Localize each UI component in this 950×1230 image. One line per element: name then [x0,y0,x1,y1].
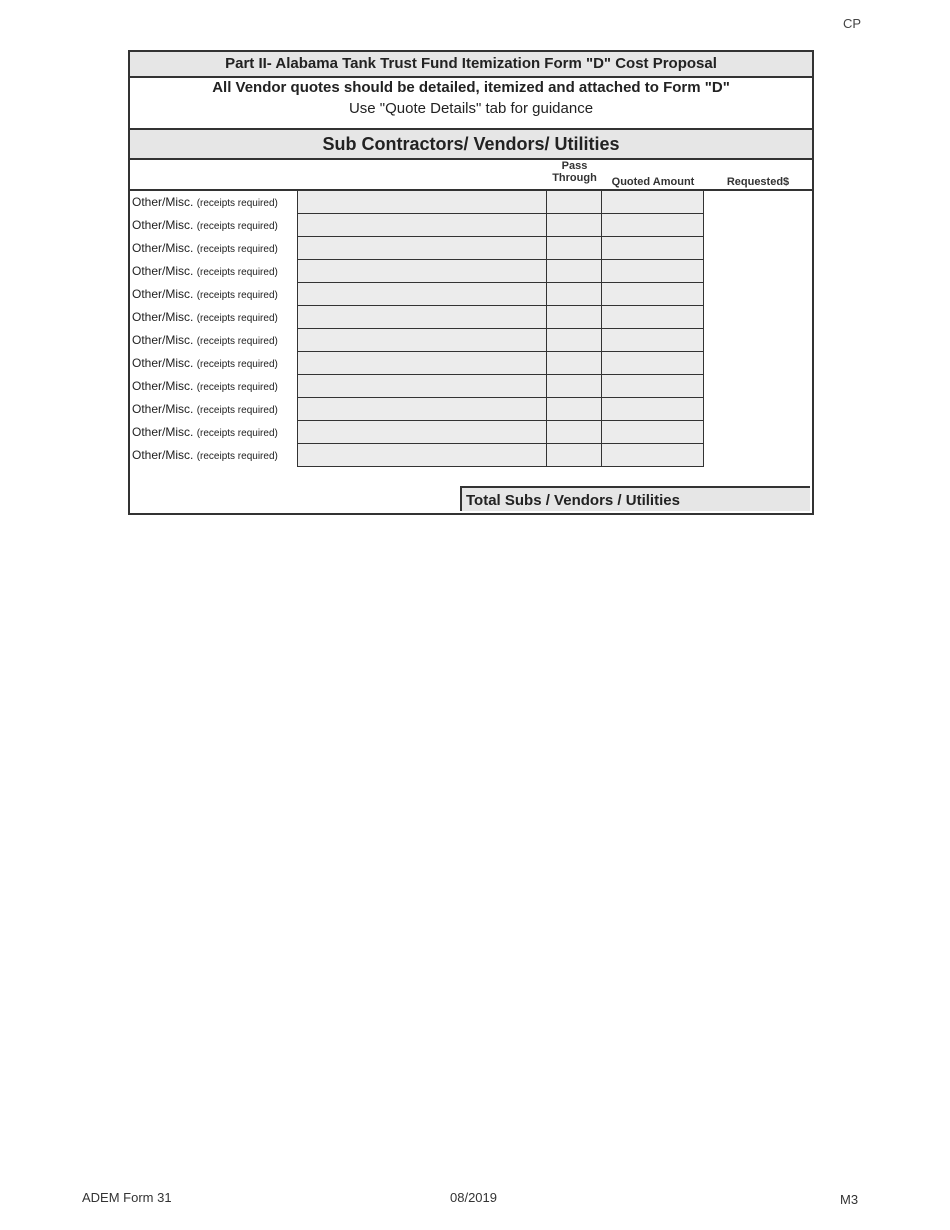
row-label [132,287,278,301]
row-label [132,356,278,370]
footer-date: 08/2019 [450,1190,497,1205]
description-field[interactable] [297,352,546,375]
quoted-amount-field[interactable] [601,237,704,260]
description-field[interactable] [297,444,546,467]
pass-through-field[interactable] [546,260,601,283]
description-field[interactable] [297,237,546,260]
table-row [130,191,812,214]
table-row [130,306,812,329]
description-field[interactable] [297,214,546,237]
row-label [132,195,278,209]
quoted-amount-field[interactable] [601,260,704,283]
pass-through-field[interactable] [546,214,601,237]
row-label-text: Other/Misc. [132,241,194,255]
description-field[interactable] [297,421,546,444]
row-label-note: (receipts required) [196,382,278,393]
row-label-text: Other/Misc. [132,195,194,209]
row-label-note: (receipts required) [196,313,278,324]
row-label-note: (receipts required) [196,428,278,439]
row-label-note: (receipts required) [196,405,278,416]
quoted-amount-header: Quoted Amount [611,176,695,188]
row-label [132,448,278,462]
row-label-note: (receipts required) [196,244,278,255]
pass-through-field[interactable] [546,329,601,352]
pass-through-field[interactable] [546,237,601,260]
form-title: Part II- Alabama Tank Trust Fund Itemization Form "D" Cost Proposal [130,52,812,78]
row-label-text: Other/Misc. [132,310,194,324]
row-label-note: (receipts required) [196,198,278,209]
row-label-text: Other/Misc. [132,287,194,301]
quoted-amount-field[interactable] [601,191,704,214]
row-label [132,379,278,393]
row-label [132,218,278,232]
pass-through-header [547,160,602,184]
row-label-text: Other/Misc. [132,333,194,347]
section-title: Sub Contractors/ Vendors/ Utilities [130,128,812,160]
table-row [130,283,812,306]
table-row [130,421,812,444]
quoted-amount-field[interactable] [601,329,704,352]
table-row [130,329,812,352]
pass-through-field[interactable] [546,352,601,375]
corner-mark: CP [843,16,862,31]
row-label-note: (receipts required) [196,451,278,462]
pass-through-field[interactable] [546,283,601,306]
quoted-amount-field[interactable] [601,444,704,467]
row-label-note: (receipts required) [196,267,278,278]
footer-form-name: ADEM Form 31 [82,1190,172,1205]
row-label [132,241,278,255]
cost-proposal-form [128,50,814,515]
row-label-note: (receipts required) [196,290,278,301]
description-field[interactable] [297,375,546,398]
guidance-text: Use "Quote Details" tab for guidance [348,100,594,117]
quoted-amount-field[interactable] [601,352,704,375]
description-field[interactable] [297,329,546,352]
pass-through-field[interactable] [546,375,601,398]
quoted-amount-field[interactable] [601,283,704,306]
row-label-text: Other/Misc. [132,402,194,416]
pass-through-field[interactable] [546,398,601,421]
row-label-note: (receipts required) [196,221,278,232]
quoted-amount-field[interactable] [601,398,704,421]
table-row [130,260,812,283]
row-label-text: Other/Misc. [132,356,194,370]
row-label-note: (receipts required) [196,359,278,370]
description-field[interactable] [297,398,546,421]
quoted-amount-field[interactable] [601,214,704,237]
table-row [130,444,812,467]
row-label-text: Other/Misc. [132,448,194,462]
description-field[interactable] [297,260,546,283]
pass-through-field[interactable] [546,421,601,444]
pass-through-field[interactable] [546,191,601,214]
row-label-text: Other/Misc. [132,264,194,278]
description-field[interactable] [297,191,546,214]
total-subs-vendors-utilities: Total Subs / Vendors / Utilities [460,486,810,511]
row-label [132,333,278,347]
pass-through-field[interactable] [546,444,601,467]
description-field[interactable] [297,306,546,329]
quoted-amount-field[interactable] [601,306,704,329]
row-label [132,264,278,278]
row-label-text: Other/Misc. [132,379,194,393]
row-label-note: (receipts required) [196,336,278,347]
table-row [130,214,812,237]
footer-page-code: M3 [840,1192,859,1207]
table-row [130,352,812,375]
row-label [132,310,278,324]
pass-through-field[interactable] [546,306,601,329]
table-row [130,375,812,398]
description-field[interactable] [297,283,546,306]
pass-through-header-line2: Through [552,172,597,184]
quoted-amount-field[interactable] [601,421,704,444]
table-row [130,398,812,421]
row-label [132,425,278,439]
requested-header: Requested$ [726,176,790,188]
pass-through-header-line1: Pass [561,160,588,172]
row-label-text: Other/Misc. [132,425,194,439]
row-label [132,402,278,416]
quoted-amount-field[interactable] [601,375,704,398]
table-row [130,237,812,260]
row-label-text: Other/Misc. [132,218,194,232]
instruction-text: All Vendor quotes should be detailed, itemized and attached to Form "D" [212,79,730,96]
